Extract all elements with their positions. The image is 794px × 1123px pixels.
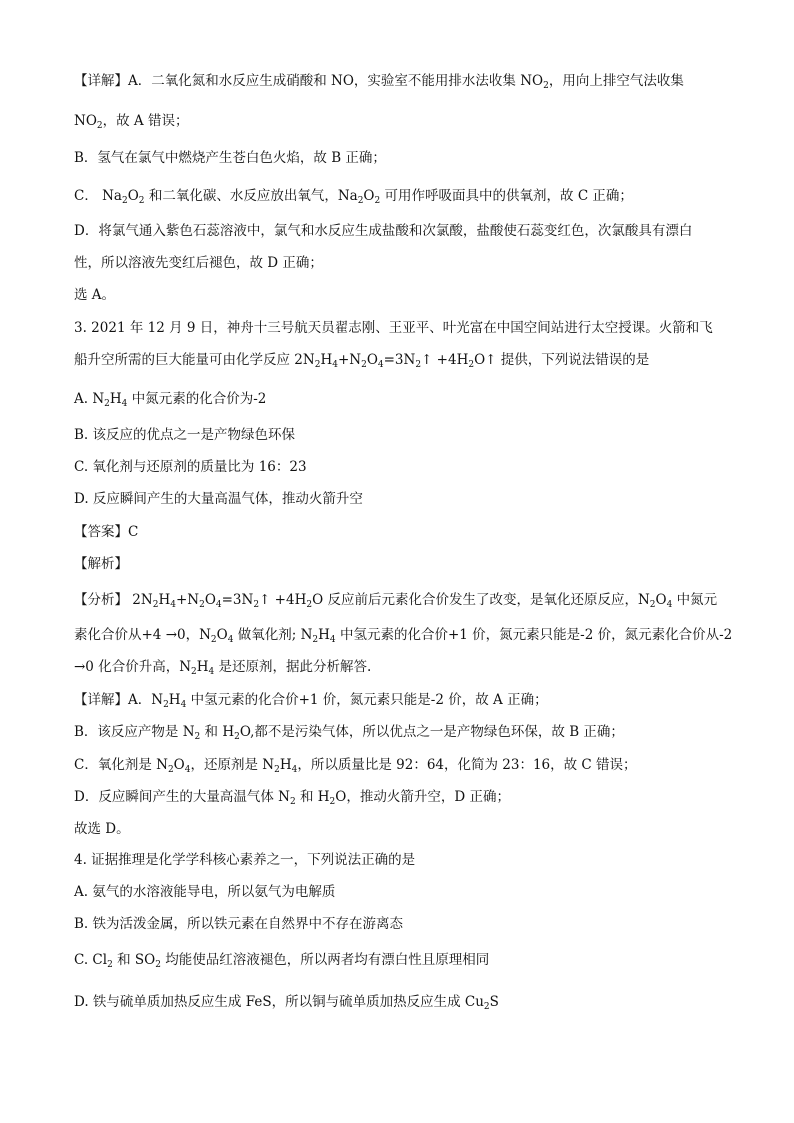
text-line xyxy=(74,526,138,540)
text-segment: ↑ +4H xyxy=(259,592,307,608)
text-segment: 和 H xyxy=(200,724,235,740)
text-line xyxy=(74,954,489,970)
subscript: 2 xyxy=(543,81,549,91)
text-segment: O↑ 提供，下列说法错误的是 xyxy=(474,352,650,368)
text-line xyxy=(74,759,637,775)
text-segment: 【答案】C xyxy=(74,524,139,540)
text-segment: H xyxy=(109,391,122,407)
text-segment: ，所以质量比是 92：64，化简为 23：16，故 C 错误； xyxy=(297,757,637,773)
text-segment: H xyxy=(320,352,333,368)
text-segment: B. 该反应的优点之一是产物绿色环保 xyxy=(74,427,296,443)
text-line xyxy=(74,152,386,166)
subscript: 2 xyxy=(107,960,113,970)
text-segment: 【详解】A．二氧化氮和水反应生成硝酸和 NO，实验室不能用排水法收集 NO xyxy=(74,73,544,89)
text-line xyxy=(74,558,128,572)
subscript: 4 xyxy=(377,360,384,370)
text-segment: 中氮元 xyxy=(672,592,718,608)
subscript: 2 xyxy=(152,600,159,610)
subscript: 4 xyxy=(184,765,191,775)
text-segment: 故选 D。 xyxy=(74,821,130,837)
text-segment: O，推动火箭升空，D 正确； xyxy=(335,789,510,805)
text-segment: =3N xyxy=(221,592,254,608)
subscript: 2 xyxy=(210,635,217,645)
subscript: 4 xyxy=(329,635,336,645)
text-line xyxy=(74,461,307,475)
text-segment: A. N xyxy=(74,391,105,407)
text-line xyxy=(74,886,335,900)
text-line xyxy=(74,661,371,677)
subscript: 2 xyxy=(361,360,367,370)
text-line xyxy=(74,354,649,370)
subscript: 2 xyxy=(314,360,321,370)
text-segment: O xyxy=(173,757,185,773)
subscript: 2 xyxy=(306,600,313,610)
text-segment: B. 铁为活泼金属，所以铁元素在自然界中不存在游离态 xyxy=(74,916,404,932)
subscript: 2 xyxy=(163,700,169,710)
text-segment: NO xyxy=(74,113,97,129)
text-segment: C． Na xyxy=(74,188,122,204)
subscript: 4 xyxy=(180,700,187,710)
text-segment: 做氧化剂; N xyxy=(233,627,313,643)
text-segment: 中氢元素的化合价+1 价，氮元素只能是-2 价，故 A 正确； xyxy=(186,692,548,708)
text-segment: O xyxy=(204,592,216,608)
text-line xyxy=(74,257,323,271)
subscript: 4 xyxy=(332,360,338,370)
text-segment: O xyxy=(127,188,139,204)
text-segment: 均能使品红溶液褪色，所以两者均有漂白性且原理相同 xyxy=(160,952,490,968)
text-segment: C．氧化剂是 N xyxy=(74,757,168,773)
text-segment: B．氢气在氯气中燃烧产生苍白色火焰，故 B 正确； xyxy=(74,150,386,166)
text-line xyxy=(74,493,363,507)
text-line xyxy=(74,75,684,91)
text-line xyxy=(74,115,188,131)
text-line xyxy=(74,289,115,303)
subscript: 2 xyxy=(274,765,280,775)
text-segment: 是还原剂，据此分析解答. xyxy=(214,659,372,675)
text-segment: A. 氨气的水溶液能导电，所以氨气为电解质 xyxy=(74,884,336,900)
text-line xyxy=(74,594,717,610)
subscript: 2 xyxy=(312,635,319,645)
text-line xyxy=(74,322,713,336)
text-segment: O xyxy=(216,627,228,643)
subscript: 2 xyxy=(191,667,197,677)
text-segment: O xyxy=(366,352,378,368)
text-segment: 3. 2021 年 12 月 9 日，神舟十三号航天员翟志刚、王亚平、叶光富在中国空间站进行太空授课。火箭和飞 xyxy=(74,320,713,336)
text-segment: S xyxy=(489,994,499,1010)
text-segment: H xyxy=(279,757,292,773)
subscript: 2 xyxy=(104,399,110,409)
text-segment: 和 H xyxy=(295,789,330,805)
subscript: 2 xyxy=(96,121,103,131)
text-segment: H xyxy=(158,592,171,608)
subscript: 2 xyxy=(374,196,381,206)
text-segment: H xyxy=(196,659,209,675)
text-segment: D. 反应瞬间产生的大量高温气体，推动火箭升空 xyxy=(74,491,363,507)
text-line xyxy=(74,629,732,645)
text-segment: 和二氧化碳、水反应放出氧气，Na xyxy=(144,188,358,204)
text-segment: O xyxy=(363,188,375,204)
subscript: 4 xyxy=(215,600,222,610)
text-segment: ，用向上排空气法收集 xyxy=(548,73,684,89)
text-segment: →0 化合价升高，N xyxy=(74,659,192,675)
text-segment: D. 铁与硫单质加热反应生成 FeS，所以铜与硫单质加热反应生成 Cu xyxy=(74,994,484,1010)
subscript: 4 xyxy=(227,635,234,645)
text-segment: +N xyxy=(337,352,362,368)
text-segment: D．反应瞬间产生的大量高温气体 N xyxy=(74,789,290,805)
text-segment: 性，所以溶液先变红后褪色，故 D 正确； xyxy=(74,255,323,271)
subscript: 2 xyxy=(483,1002,490,1012)
text-line xyxy=(74,726,624,742)
subscript: 2 xyxy=(121,196,128,206)
subscript: 2 xyxy=(155,960,161,970)
subscript: 2 xyxy=(234,732,240,742)
subscript: 4 xyxy=(666,600,673,610)
text-segment: 中氮元素的化合价为-2 xyxy=(127,391,267,407)
text-segment: 4. 证据推理是化学学科核心素养之一，下列说法正确的是 xyxy=(74,852,416,868)
text-segment: 和 SO xyxy=(112,952,156,968)
subscript: 2 xyxy=(329,797,336,807)
text-segment: =3N xyxy=(383,352,416,368)
text-segment: 可用作呼吸面具中的供氧剂，故 C 正确； xyxy=(380,188,633,204)
text-segment: ，故 A 错误； xyxy=(102,113,189,129)
text-segment: 船升空所需的巨大能量可由化学反应 2N xyxy=(74,352,315,368)
text-line xyxy=(74,918,403,932)
subscript: 2 xyxy=(167,765,174,775)
subscript: 2 xyxy=(468,360,475,370)
subscript: 2 xyxy=(649,600,656,610)
subscript: 4 xyxy=(121,399,128,409)
text-segment: 【解析】 xyxy=(74,556,128,572)
text-segment: C. Cl xyxy=(74,952,108,968)
text-segment: O,都不是污染气体，所以优点之一是产物绿色环保，故 B 正确； xyxy=(239,724,624,740)
text-line xyxy=(74,823,130,837)
text-line xyxy=(74,694,548,710)
subscript: 2 xyxy=(253,600,260,610)
text-segment: 【分析】 2N xyxy=(74,592,153,608)
text-line xyxy=(74,791,510,807)
subscript: 2 xyxy=(194,732,201,742)
text-segment: 【详解】A．N xyxy=(74,692,164,708)
text-segment: 中氢元素的化合价+1 价，氮元素只能是-2 价，氮元素化合价从-2 xyxy=(335,627,733,643)
text-segment: +N xyxy=(175,592,200,608)
subscript: 4 xyxy=(291,765,298,775)
text-line xyxy=(74,190,633,206)
text-segment: 素化合价从+4 →0，N xyxy=(74,627,211,643)
text-segment: C. 氧化剂与还原剂的质量比为 16：23 xyxy=(74,459,307,475)
text-segment: O xyxy=(655,592,667,608)
text-line xyxy=(74,854,415,868)
text-segment: O 反应前后元素化合价发生了改变，是氧化还原反应，N xyxy=(312,592,650,608)
text-line xyxy=(74,225,692,239)
text-line xyxy=(74,996,499,1012)
subscript: 4 xyxy=(170,600,176,610)
text-segment: H xyxy=(168,692,181,708)
text-line xyxy=(74,393,266,409)
text-segment: ，还原剂是 N xyxy=(190,757,275,773)
subscript: 2 xyxy=(199,600,205,610)
subscript: 2 xyxy=(289,797,296,807)
subscript: 2 xyxy=(415,360,422,370)
subscript: 4 xyxy=(208,667,215,677)
text-segment: H xyxy=(318,627,330,643)
subscript: 2 xyxy=(357,196,364,206)
text-segment: D．将氯气通入紫色石蕊溶液中，氯气和水反应生成盐酸和次氯酸，盐酸使石蕊变红色，次氯酸具有漂白 xyxy=(74,223,693,239)
subscript: 2 xyxy=(138,196,145,206)
text-segment: ↑ +4H xyxy=(421,352,469,368)
text-line xyxy=(74,429,295,443)
text-segment: B．该反应产物是 N xyxy=(74,724,195,740)
text-segment: 选 A。 xyxy=(74,287,116,303)
